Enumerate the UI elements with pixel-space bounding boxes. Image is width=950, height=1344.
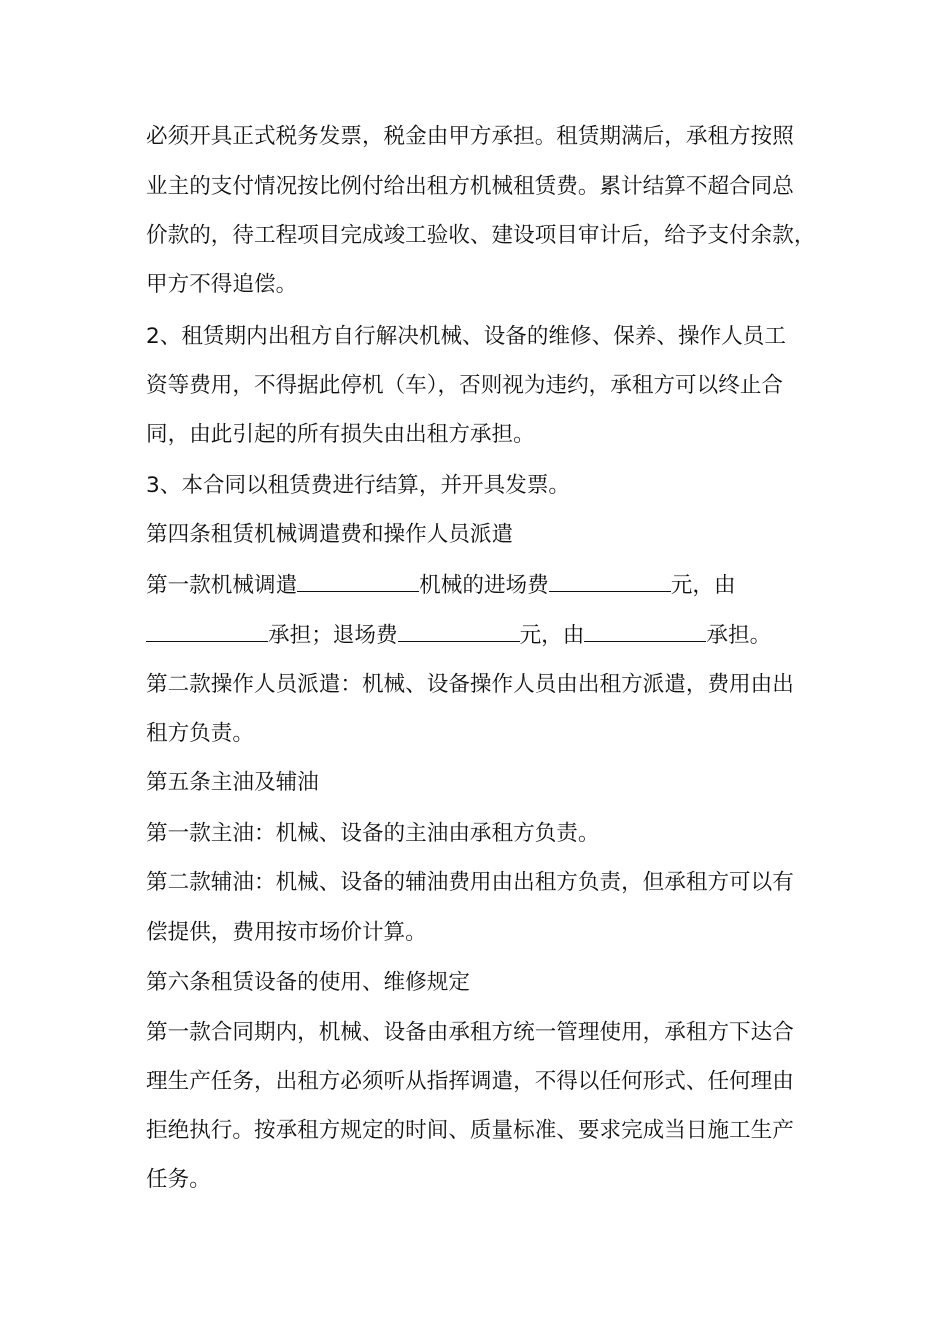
paragraph-line: 必须开具正式税务发票，税金由甲方承担。租赁期满后，承租方按照 <box>146 124 794 149</box>
fill-text: 第一款机械调遣 <box>146 573 298 598</box>
paragraph-line: 甲方不得追偿。 <box>146 272 298 297</box>
fill-text: 元，由 <box>670 573 736 598</box>
paragraph-line: 第二款操作人员派遣：机械、设备操作人员由出租方派遣，费用由出 <box>146 672 794 697</box>
section-heading: 第六条租赁设备的使用、维修规定 <box>146 970 470 995</box>
fill-text: 元，由 <box>519 623 585 648</box>
paragraph-line: 偿提供，费用按市场价计算。 <box>146 920 427 945</box>
blank-field[interactable] <box>398 619 520 642</box>
blank-field[interactable] <box>584 619 706 642</box>
paragraph-line: 租方负责。 <box>146 721 254 746</box>
paragraph-line: 同，由此引起的所有损失由出租方承担。 <box>146 422 535 447</box>
paragraph-line: 拒绝执行。按承租方规定的时间、质量标准、要求完成当日施工生产 <box>146 1118 794 1143</box>
fill-in-line <box>146 569 736 601</box>
paragraph-line: 第一款主油：机械、设备的主油由承租方负责。 <box>146 821 600 846</box>
paragraph-line: 理生产任务，出租方必须听从指挥调遣，不得以任何形式、任何理由 <box>146 1069 794 1094</box>
paragraph-line: 2、租赁期内出租方自行解决机械、设备的维修、保养、操作人员工 <box>146 324 786 349</box>
blank-field[interactable] <box>297 569 419 592</box>
paragraph-line: 业主的支付情况按比例付给出租方机械租赁费。累计结算不超合同总 <box>146 174 794 199</box>
fill-text: 承担。 <box>706 623 772 648</box>
blank-field[interactable] <box>146 619 268 642</box>
fill-text: 承担；退场费 <box>268 623 398 648</box>
blank-field[interactable] <box>549 569 671 592</box>
paragraph-line: 资等费用，不得据此停机（车），否则视为违约，承租方可以终止合 <box>146 373 784 398</box>
section-heading: 第四条租赁机械调遣费和操作人员派遣 <box>146 522 514 547</box>
paragraph-line: 任务。 <box>146 1167 211 1192</box>
fill-text: 机械的进场费 <box>419 573 549 598</box>
section-heading: 第五条主油及辅油 <box>146 770 319 795</box>
paragraph-line: 第一款合同期内，机械、设备由承租方统一管理使用，承租方下达合 <box>146 1020 794 1045</box>
fill-in-line <box>146 619 771 651</box>
paragraph-line: 第二款辅油：机械、设备的辅油费用由出租方负责，但承租方可以有 <box>146 870 794 895</box>
paragraph-line: 价款的，待工程项目完成竣工验收、建设项目审计后，给予支付余款， <box>146 223 816 248</box>
paragraph-line: 3、本合同以租赁费进行结算，并开具发票。 <box>146 473 571 498</box>
